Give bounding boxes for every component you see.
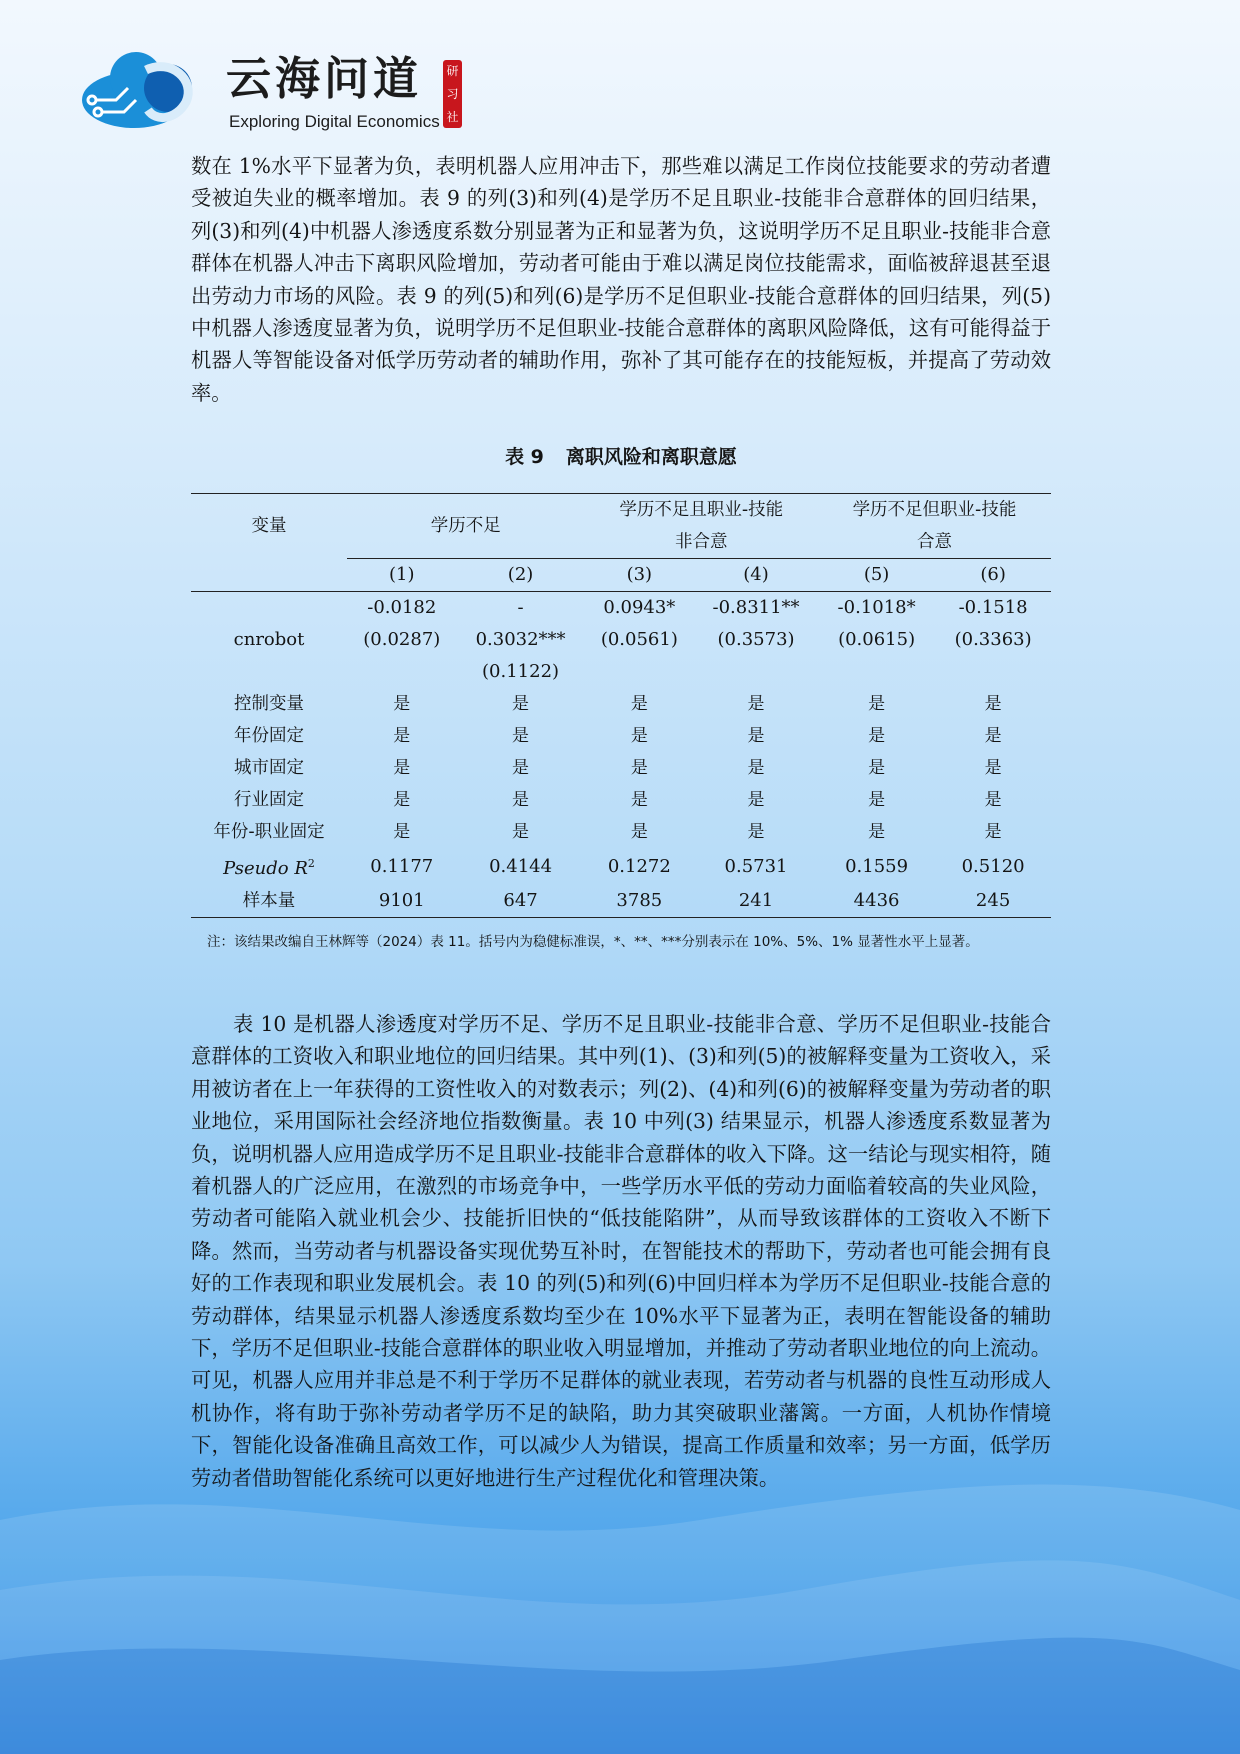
cnrobot-label: cnrobot (233, 629, 305, 650)
yes-cell: 是 (868, 758, 886, 778)
column-number: (4) (694, 559, 818, 592)
red-seal (443, 60, 462, 128)
logo-subtitle: Exploring Digital Economics (229, 112, 440, 131)
sample-size-value: 9101 (347, 885, 457, 918)
yes-cell: 是 (393, 758, 411, 778)
yes-cell: 是 (393, 694, 411, 714)
r2-value: 0.5731 (724, 855, 788, 877)
yes-cell: 是 (984, 790, 1002, 810)
sample-size-label: 样本量 (191, 885, 347, 918)
r2-value: 0.5120 (961, 855, 1025, 877)
pseudo-r2-row (191, 848, 1051, 885)
yes-cell: 是 (747, 726, 765, 746)
seal-char: 社 (446, 109, 459, 124)
coef-cell (585, 592, 695, 689)
r2-value: 0.1272 (607, 855, 671, 877)
yes-cell: 是 (868, 822, 886, 842)
brand-logo (76, 40, 476, 140)
yes-cell: 是 (512, 694, 530, 714)
yes-cell: 是 (747, 822, 765, 842)
coef-cell (457, 592, 585, 689)
seal-char: 研 (446, 64, 459, 79)
sample-size-value: 647 (457, 885, 585, 918)
table-note-text: 注：该结果改编自王林辉等（2024）表 11。括号内为稳健标准误，*、**、***分别表示在 10%、5%、1% 显著性水平上显著。 (207, 934, 979, 950)
sample-size-value: 245 (935, 885, 1051, 918)
group-header-2-line2: 非合意 (585, 526, 818, 559)
sample-size-value: 4436 (818, 885, 935, 918)
yes-cell: 是 (747, 790, 765, 810)
cloud-circuit-icon (76, 40, 226, 140)
yes-cell: 是 (868, 790, 886, 810)
r2-value: 0.1177 (370, 855, 434, 877)
body-paragraph-1: 数在 1%水平下显著为负，表明机器人应用冲击下，那些难以满足工作岗位技能要求的劳动者遭受被迫失业的概率增加。表 9 的列(3)和列(4)是学历不足且职业-技能非合意群体的回归结果，列(3)和列(4)中机器人渗透度系数分别显著为正和显著为负，这说明学历不足且职业-技能非合意群体在机器人冲击下离职风险增加，劳动者可能由于难以满足岗位技能需求，面临被辞退甚至退出劳动力市场的风险。表 9 的列(5)和列(6)是学历不足但职业-技能合意群体的回归结果，列(5)中机器人渗透度显著为负，说明学历不足但职业-技能合意群体的离职风险降低，这有可能得益于机器人等智能设备对低学历劳动者的辅助作用，弥补了其可能存在的技能短板，并提高了劳动效率。 (191, 154, 1051, 405)
row-label: 控制变量 (234, 694, 304, 714)
yes-cell: 是 (630, 758, 648, 778)
sample-size-value: 241 (694, 885, 818, 918)
yes-cell: 是 (630, 790, 648, 810)
table-caption (191, 442, 1051, 469)
pseudo-r2-sup: 2 (307, 857, 315, 870)
coef-se: (0.3363) (954, 629, 1032, 650)
yes-cell: 是 (630, 822, 648, 842)
coef-value: -0.1018* (837, 597, 916, 618)
column-number: (5) (818, 559, 935, 592)
coef-se: (0.0615) (838, 629, 916, 650)
column-number: (2) (457, 559, 585, 592)
sample-size-row (191, 885, 1051, 918)
row-label: 城市固定 (234, 758, 304, 778)
coef-value-cont: 0.3032*** (475, 629, 566, 650)
coef-value: -0.1518 (958, 597, 1028, 618)
yes-cell: 是 (512, 758, 530, 778)
yes-cell: 是 (393, 790, 411, 810)
coef-cell (935, 592, 1051, 689)
yes-cell: 是 (868, 726, 886, 746)
yes-cell: 是 (512, 822, 530, 842)
row-label: 行业固定 (234, 790, 304, 810)
yes-cell: 是 (984, 758, 1002, 778)
coef-value: - (517, 597, 524, 618)
yes-cell: 是 (868, 694, 886, 714)
coef-cell (818, 592, 935, 689)
group-header-3-line1: 学历不足但职业-技能 (818, 494, 1051, 527)
row-label: 年份-职业固定 (213, 822, 325, 842)
coef-value: 0.0943* (603, 597, 676, 618)
group-header-2-line1: 学历不足且职业-技能 (585, 494, 818, 527)
cnrobot-row (191, 592, 1051, 689)
coef-se: (0.1122) (482, 661, 560, 682)
pseudo-r2-label (191, 848, 347, 885)
variable-header: 变量 (191, 494, 347, 559)
control-row (191, 720, 1051, 752)
sample-size-value: 3785 (585, 885, 695, 918)
pseudo-r2-text: Pseudo R (223, 858, 308, 879)
yes-cell: 是 (393, 822, 411, 842)
regression-table (191, 493, 1051, 918)
group-header-3-line2: 合意 (818, 526, 1051, 559)
group-header-1: 学历不足 (347, 494, 585, 559)
body-paragraph-2: 表 10 是机器人渗透度对学历不足、学历不足且职业-技能非合意、学历不足但职业-技能合意群体的工资收入和职业地位的回归结果。其中列(1)、(3)和列(5)的被解释变量为工资收入，采用被访者在上一年获得的工资性收入的对数表示；列(2)、(4)和列(6)的被解释变量为劳动者的职业地位，采用国际社会经济地位指数衡量。表 10 中列(3) 结果显示，机器人渗透度系数显著为负，说明机器人应用造成学历不足且职业-技能非合意群体的收入下降。这一结论与现实相符，随着机器人的广泛应用，在激烈的市场竞争中，一些学历水平低的劳动力面临着较高的失业风险，劳动者可能陷入就业机会少、技能折旧快的“低技能陷阱”，从而导致该群体的工资收入不断下降。然而，当劳动者与机器设备实现优势互补时，在智能技术的帮助下，劳动者也可能会拥有良好的工作表现和职业发展机会。表 10 的列(5)和列(6)中回归样本为学历不足但职业-技能合意的劳动群体，结果显示机器人渗透度系数均至少在 10%水平下显著为正，表明在智能设备的辅助下，学历不足但职业-技能合意群体的职业收入明显增加，并推动了劳动者职业地位的向上流动。可见，机器人应用并非总是不利于学历不足群体的就业表现，若劳动者与机器的良性互动形成人机协作，将有助于弥补劳动者学历不足的缺陷，助力其突破职业藩篱。一方面，人机协作情境下，智能化设备准确且高效工作，可以减少人为错误，提高工作质量和效率；另一方面，低学历劳动者借助智能化系统可以更好地进行生产过程优化和管理决策。 (191, 1012, 1051, 1490)
yes-cell: 是 (630, 694, 648, 714)
r2-value: 0.1559 (845, 855, 909, 877)
logo-title: 云海问道 (226, 52, 423, 105)
control-row (191, 784, 1051, 816)
yes-cell: 是 (512, 790, 530, 810)
table-caption-number: 表 9 (505, 446, 544, 468)
yes-cell: 是 (747, 694, 765, 714)
coef-se: (0.3573) (717, 629, 795, 650)
column-number: (1) (347, 559, 457, 592)
yes-cell: 是 (984, 822, 1002, 842)
seal-char: 习 (446, 86, 459, 101)
yes-cell: 是 (630, 726, 648, 746)
coef-value: -0.0182 (367, 597, 437, 618)
coef-value: -0.8311** (712, 597, 800, 618)
coef-cell (347, 592, 457, 689)
yes-cell: 是 (984, 726, 1002, 746)
coef-se: (0.0561) (600, 629, 678, 650)
yes-cell: 是 (984, 694, 1002, 714)
yes-cell: 是 (747, 758, 765, 778)
column-number: (3) (585, 559, 695, 592)
table-note (191, 926, 1051, 959)
coef-se: (0.0287) (363, 629, 441, 650)
coef-cell (694, 592, 818, 689)
control-row (191, 816, 1051, 848)
yes-cell: 是 (512, 726, 530, 746)
column-number-row (191, 559, 1051, 592)
yes-cell: 是 (393, 726, 411, 746)
control-row (191, 688, 1051, 720)
control-row (191, 752, 1051, 784)
column-number: (6) (935, 559, 1051, 592)
table-header-row (191, 494, 1051, 527)
r2-value: 0.4144 (489, 855, 553, 877)
row-label: 年份固定 (234, 726, 304, 746)
table-caption-title: 离职风险和离职意愿 (565, 446, 737, 468)
